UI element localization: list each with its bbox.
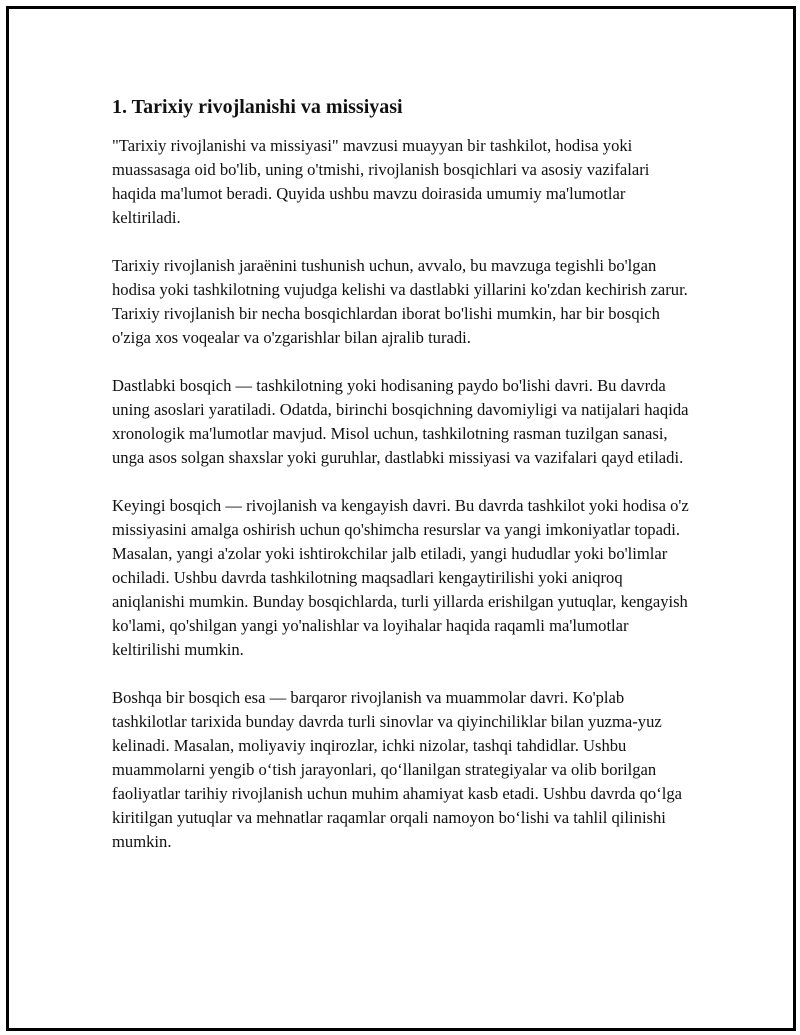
paragraph-expansion-stage: Keyingi bosqich — rivojlanish va kengayish davri. Bu davrda tashkilot yoki hodisa o'z missiyasini amalga oshirish uchun qo'shimcha resurslar va yangi imkoniyatlar topadi. Masalan, yangi a'zolar yoki ishtirokchilar jalb etiladi, yangi hududlar yoki bo'limlar ochiladi. Ushbu davrda tashkilotning maqsadlari kengaytirilishi yoki aniqroq aniqlanishi mumkin. Bunday bosqichlarda, turli yillarda erishilgan yutuqlar, kengayish ko'lami, qo'shilgan yangi yo'nalishlar va loyihalar haqida raqamli ma'lumotlar keltirilishi mumkin. — [112, 496, 689, 659]
section-heading: 1. Tarixiy rivojlanishi va missiyasi — [112, 96, 403, 118]
paragraph-initial-stage: Dastlabki bosqich — tashkilotning yoki hodisaning paydo bo'lishi davri. Bu davrda uning asoslari yaratiladi. Odatda, birinchi bosqichning davomiyligi va natijalari haqida xronologik ma'lumotlar mavjud. Misol uchun, tashkilotning rasman tuzilgan sanasi, unga asos solgan shaxslar yoki guruhlar, dastlabki missiyasi va vazifalari qayd etiladi. — [112, 376, 689, 467]
paragraph-intro: "Tarixiy rivojlanishi va missiyasi" mavzusi muayyan bir tashkilot, hodisa yoki muassasaga oid bo'lib, uning o'tmishi, rivojlanish bosqichlari va asosiy vazifalari haqida ma'lumot beradi. Quyida ushbu mavzu doirasida umumiy ma'lumotlar keltiriladi. — [112, 136, 650, 227]
paragraph-historical-development: Tarixiy rivojlanish jaraënini tushunish uchun, avvalo, bu mavzuga tegishli bo'lgan hodisa yoki tashkilotning vujudga kelishi va dastlabki yillarini ko'zdan kechirish zarur. Tarixiy rivojlanish bir necha bosqichlardan iborat bo'lishi mumkin, har bir bosqich o'ziga xos voqealar va o'zgarishlar bilan ajralib turadi. — [112, 256, 688, 347]
paragraph-stability-stage: Boshqa bir bosqich esa — barqaror rivojlanish va muammolar davri. Ko'plab tashkilotlar tarixida bunday davrda turli sinovlar va qiyinchiliklar bilan yuzma-yuz kelinadi. Masalan, moliyaviy inqirozlar, ichki nizolar, tashqi tahdidlar. Ushbu muammolarni yengib o‘tish jarayonlari, qo‘llanilgan strategiyalar va olib borilgan faoliyatlar tarihiy rivojlanish uchun muhim ahamiyat kasb etadi. Ushbu davrda qo‘lga kiritilgan yutuqlar va mehnatlar raqamlar orqali namoyon bo‘lishi va tahlil qilinishi mumkin. — [112, 688, 683, 851]
document-body — [112, 94, 692, 878]
